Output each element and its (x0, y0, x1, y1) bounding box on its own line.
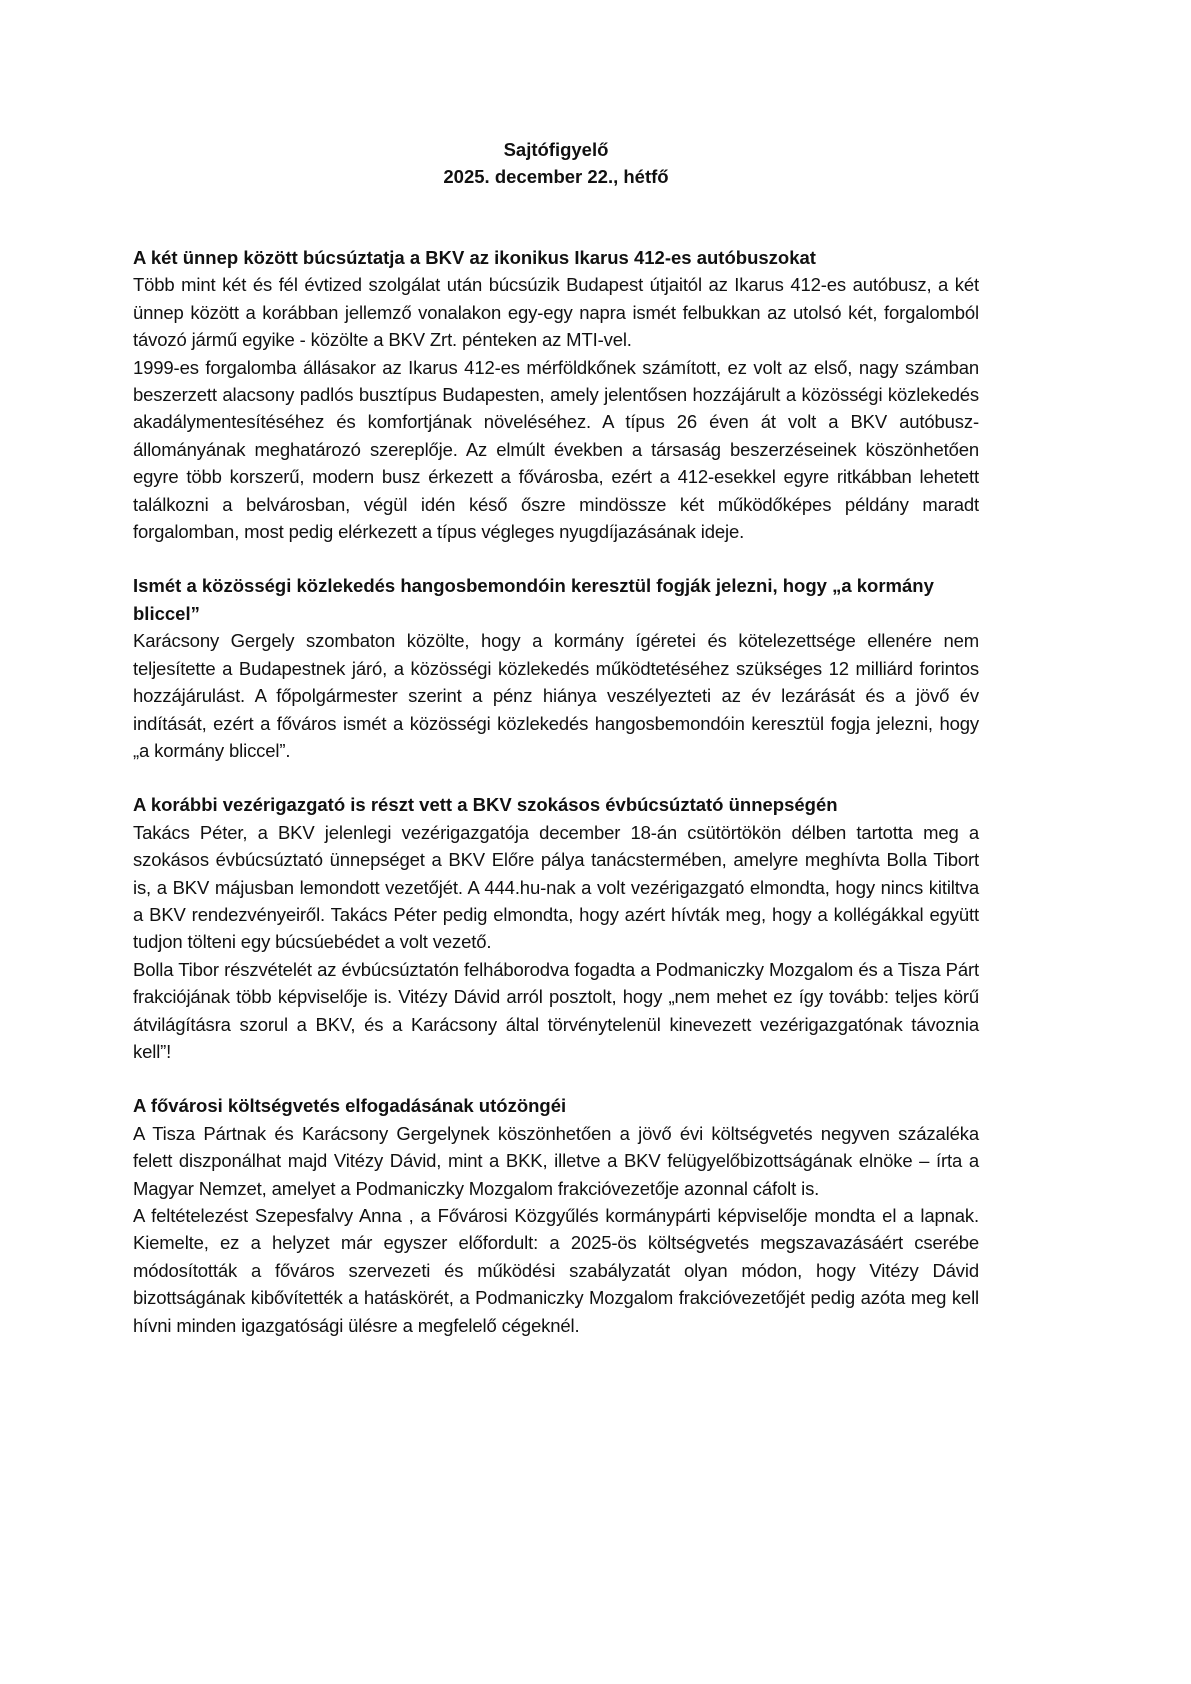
article-title: Ismét a közösségi közlekedés hangosbemondóin keresztül fogják jelezni, hogy „a kormány bliccel” (133, 575, 934, 624)
article-title: A két ünnep között búcsúztatja a BKV az ikonikus Ikarus 412-es autóbuszokat (133, 247, 816, 268)
article (133, 1092, 979, 1339)
article-paragraph: 1999-es forgalomba állásakor az Ikarus 412-es mérföldkőnek számított, ez volt az első, nagy számban beszerzett alacsony padlós busztípus Budapesten, amely jelentősen hozzájárult a közösségi közlekedés akadálymentesítéséhez és komfortjának növeléséhez. A típus 26 éven át volt a BKV autóbusz-állományának meghatározó szereplője. Az elmúlt években a társaság beszerzéseinek köszönhetően egyre több korszerű, modern busz érkezett a fővárosba, ezért a 412-esekkel egyre ritkábban lehetett találkozni a belvárosban, végül idén késő őszre mindössze két működőképes példány maradt forgalomban, most pedig elérkezett a típus végleges nyugdíjazásának ideje. (133, 356, 979, 543)
article-paragraph: Több mint két és fél évtized szolgálat után búcsúzik Budapest útjaitól az Ikarus 412-es autóbusz, a két ünnep között a korábban jellemző vonalakon egy-egy napra ismét felbukkan az utolsó két, forgalomból távozó jármű egyike - közölte a BKV Zrt. pénteken az MTI-vel. (133, 274, 979, 351)
article (133, 791, 979, 1065)
article-title: A fővárosi költségvetés elfogadásának utózöngéi (133, 1095, 567, 1117)
article-paragraph: Bolla Tibor részvételét az évbúcsúztatón felháborodva fogadta a Podmaniczky Mozgalom és a Tisza Párt frakciójának több képviselője is. Vitézy Dávid arról posztolt, hogy „nem mehet ez így tovább: teljes körű átvilágításra szorul a BKV, és a Karácsony által törvénytelenül kinevezett vezérigazgatónak távoznia kell”! (133, 958, 979, 1062)
article-title: A korábbi vezérigazgató is részt vett a BKV szokásos évbúcsúztató ünnepségén (133, 794, 838, 816)
document-page (133, 136, 979, 1366)
article (133, 572, 979, 764)
document-header (133, 136, 979, 190)
article (133, 244, 979, 545)
document-date: 2025. december 22., hétfő (443, 166, 669, 187)
article-paragraph: Takács Péter, a BKV jelenlegi vezérigazgatója december 18-án csütörtökön délben tartotta meg a szokásos évbúcsúztató ünnepséget a BKV Előre pálya tanácstermében, amelyre meghívta Bolla Tibort is, a BKV májusban lemondott vezetőjét. A 444.hu-nak a volt vezérigazgató elmondta, hogy nincs kitiltva a BKV rendezvényeiről. Takács Péter pedig elmondta, hogy azért hívták meg, hogy a kollégákkal együtt tudjon tölteni egy búcsúebédet a volt vezető. (133, 821, 979, 953)
article-paragraph: Karácsony Gergely szombaton közölte, hogy a kormány ígéretei és kötelezettsége ellenére nem teljesítette a Budapestnek járó, a közösségi közlekedés működtetéséhez szükséges 12 milliárd forintos hozzájárulást. A főpolgármester szerint a pénz hiánya veszélyezteti az év lezárását és a jövő év indítását, ezért a főváros ismét a közösségi közlekedés hangosbemondóin keresztül fogja jelezni, hogy „a kormány bliccel”. (133, 630, 979, 761)
article-paragraph: A Tisza Pártnak és Karácsony Gergelynek köszönhetően a jövő évi költségvetés negyven százaléka felett diszponálhat majd Vitézy Dávid, mint a BKK, illetve a BKV felügyelőbizottságának elnöke – írta a Magyar Nemzet, amelyet a Podmaniczky Mozgalom frakcióvezetője azonnal cáfolt is. (133, 1122, 979, 1199)
document-title: Sajtófigyelő (503, 139, 609, 160)
article-paragraph: A feltételezést Szepesfalvy Anna , a Fővárosi Közgyűlés kormánypárti képviselője mondta el a lapnak. Kiemelte, ez a helyzet már egyszer előfordult: a 2025-ös költségvetés megszavazásáért cserébe módosították a főváros szervezeti és működési szabályzatát olyan módon, hogy Vitézy Dávid bizottságának kibővítették a hatáskörét, a Podmaniczky Mozgalom frakcióvezetőjét pedig azóta meg kell hívni minden igazgatósági ülésre a megfelelő cégeknél. (133, 1205, 979, 1336)
